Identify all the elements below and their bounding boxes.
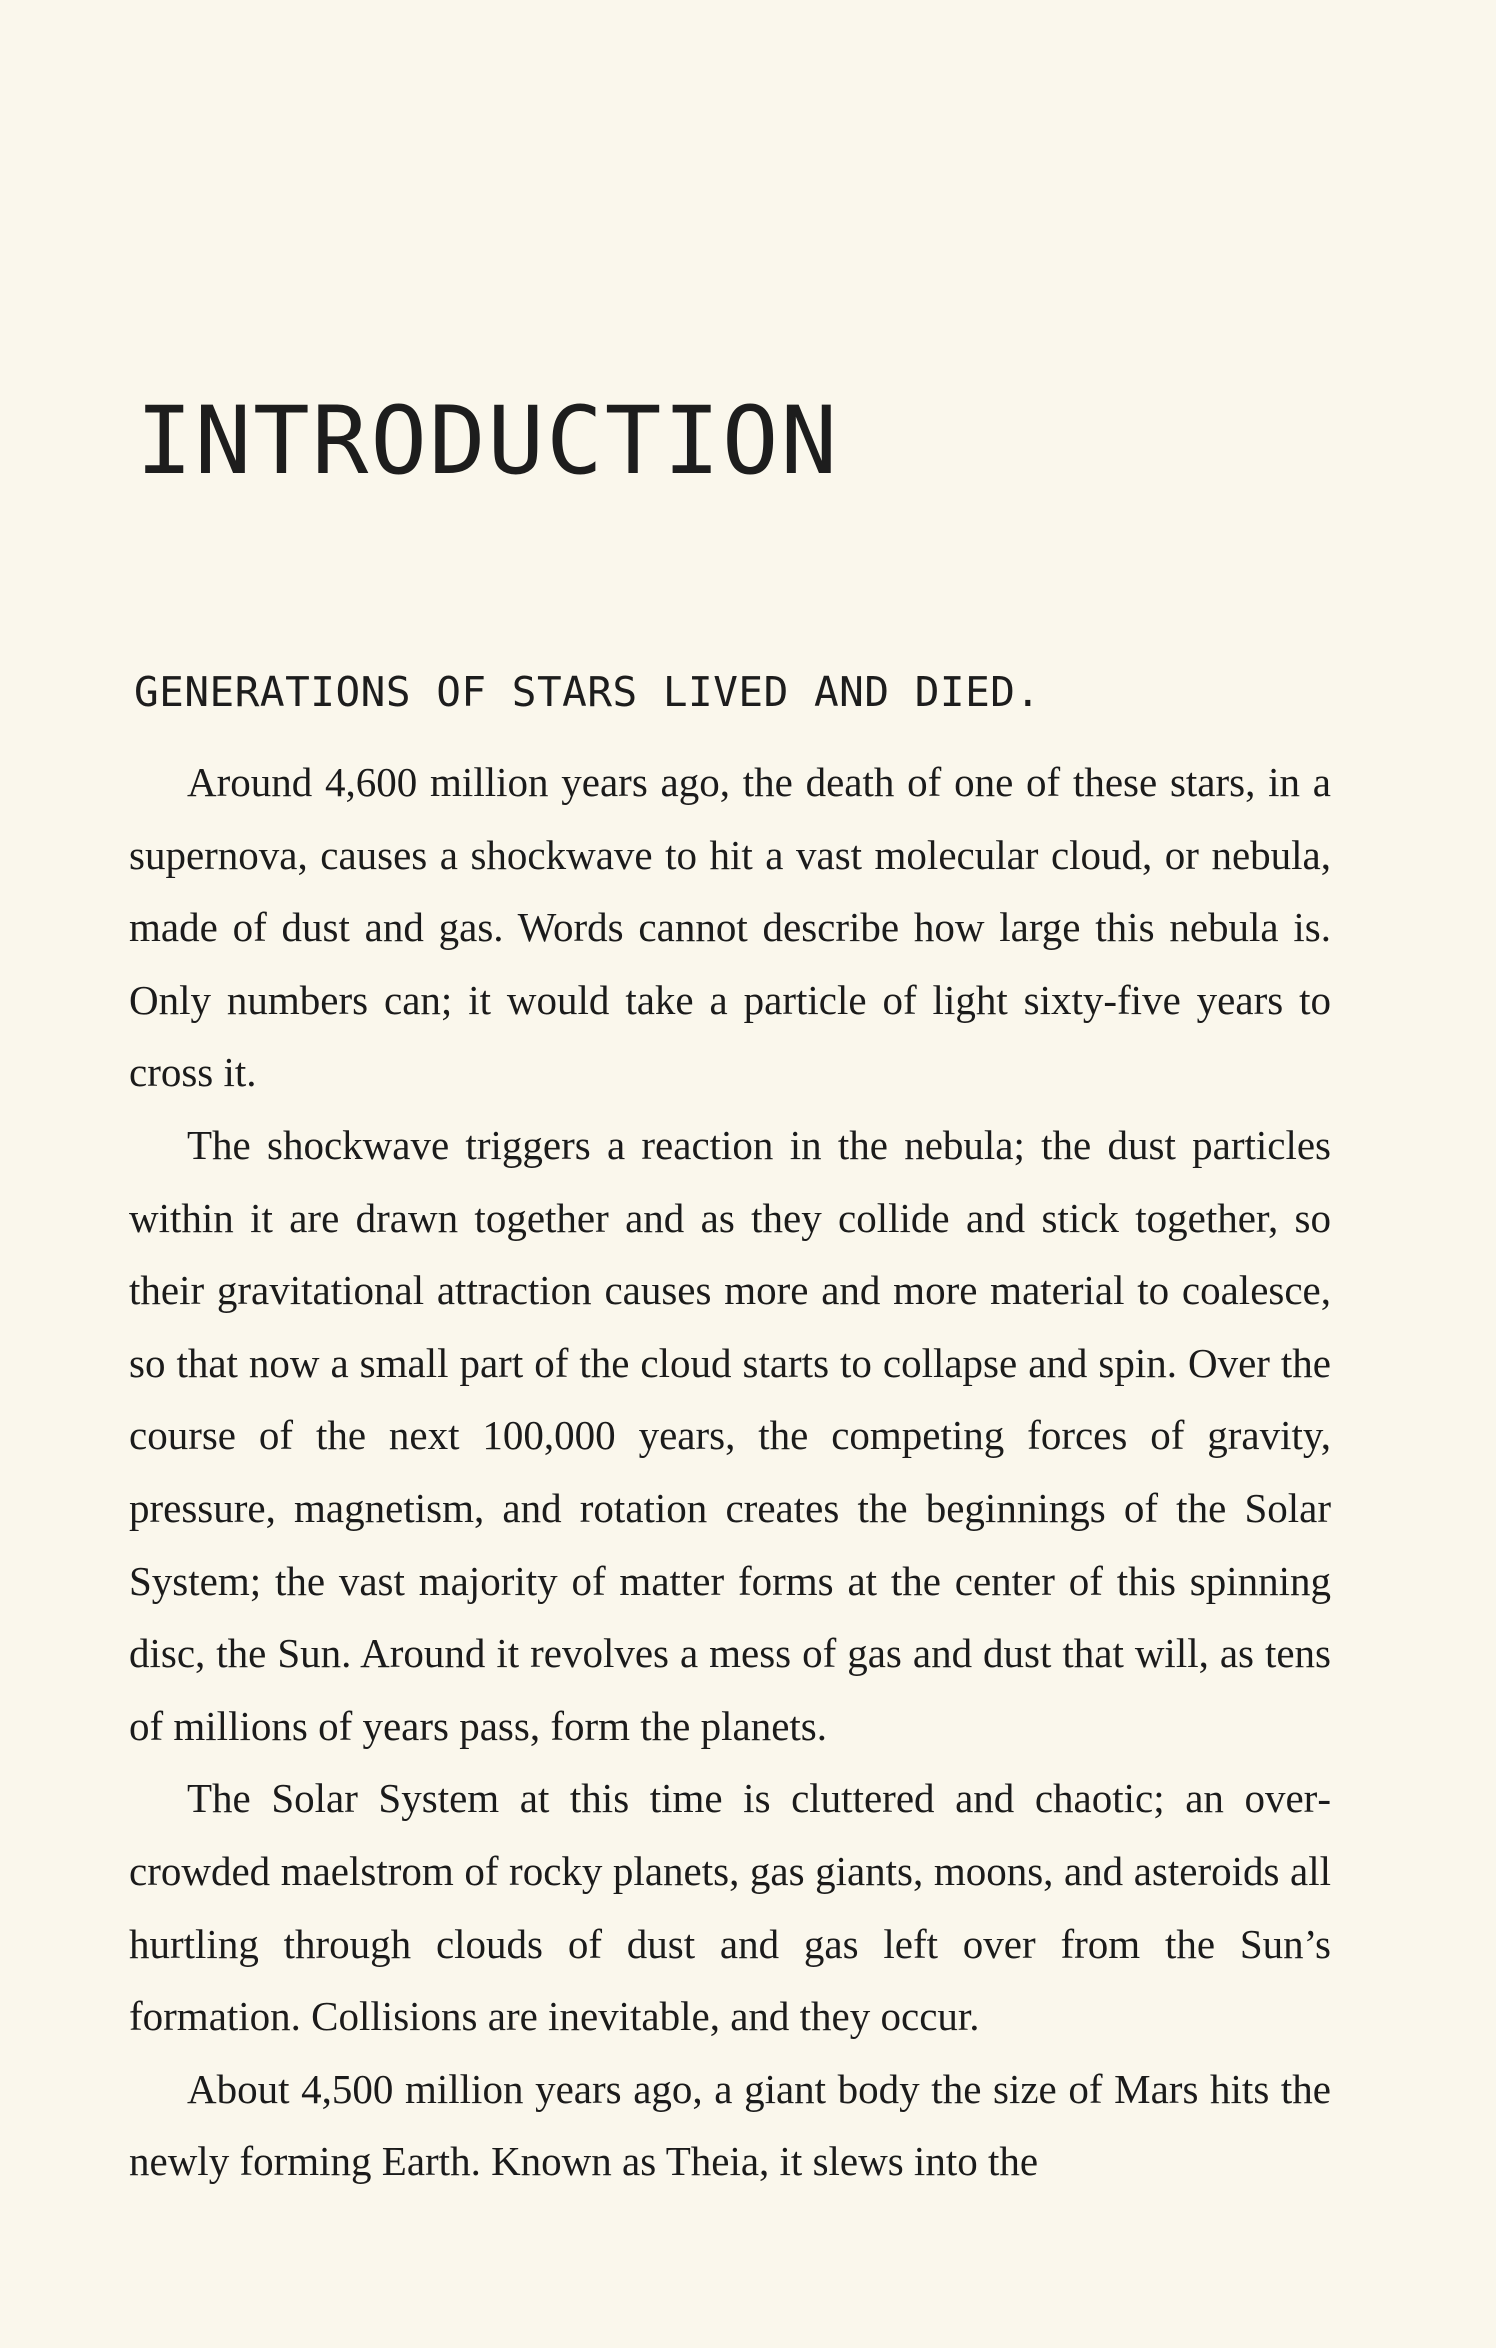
paragraph-4: About 4,500 million years ago, a giant body the size of Mars hits the newly forming Earth. Known as Theia, it slews into the (129, 2065, 1331, 2185)
paragraph-3: The Solar System at this time is cluttered and chaotic; an overcrowded maelstrom of rocky planets, gas giants, moons, and asteroids all hurtling through clouds of dust and gas left over from the Sun’s formation. Collisions are inevitable, and they occur. (129, 1775, 1331, 2040)
paragraph-2: The shockwave triggers a reaction in the nebula; the dust particles within it are drawn together and as they collide and stick together, so their gravitational attraction causes more and more material to coalesce, so that now a small part of the cloud starts to collapse and spin. Over the course of the next 100,000 years, the competing forces of gravity, pressure, magnetism, and rotation creates the beginnings of the Solar System; the vast majority of matter forms at the center of this spinning disc, the Sun. Around it revolves a mess of gas and dust that will, as tens of millions of years pass, form the planets. (129, 1121, 1331, 1749)
body-text (129, 746, 1331, 2198)
lead-in-heading: GENERATIONS OF STARS LIVED AND DIED. (134, 668, 1041, 716)
chapter-title: INTRODUCTION (136, 387, 840, 496)
paragraph-1: Around 4,600 million years ago, the death of one of these stars, in a supernova, causes a shockwave to hit a vast molecular cloud, or nebula, made of dust and gas. Words cannot describe how large this nebula is. Only numbers can; it would take a particle of light sixty-five years to cross it. (129, 759, 1331, 1096)
